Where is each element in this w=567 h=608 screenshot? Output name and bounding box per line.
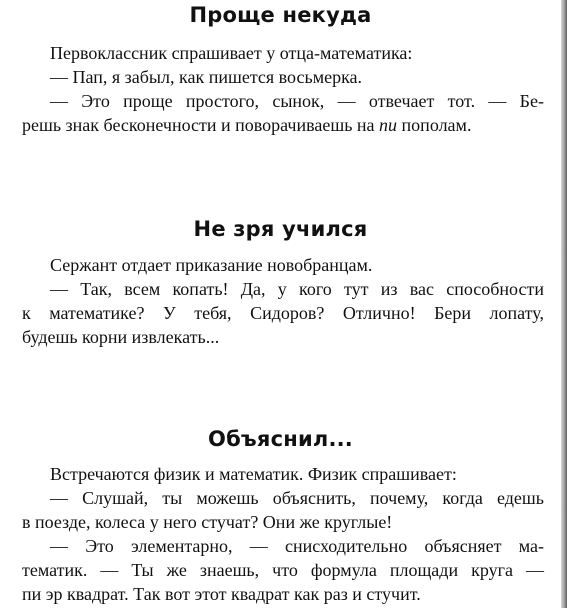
joke-3-line-3: в поезде, колеса у него стучат? Они же круглые! (22, 512, 393, 532)
joke-3-line-2: — Слушай, ты можешь объяснить, почему, когда едешь (50, 488, 544, 508)
joke-2-line-4: будешь корни извлекать... (22, 327, 220, 347)
joke-1-line-2: — Пап, я забыл, как пишется восьмерка. (50, 67, 363, 87)
joke-body-3 (22, 462, 544, 602)
joke-3-line-1: Встречаются физик и математик. Физик спрашивает: (50, 464, 457, 484)
joke-2-line-1: Сержант отдает приказание новобранцам. (50, 255, 373, 275)
joke-2-line-2: — Так, всем копать! Да, у кого тут из вас способности (50, 279, 544, 299)
joke-2-line-3: к математике? У тебя, Сидоров? Отлично! Бери лопату, (22, 303, 544, 323)
joke-3-line-6: пи эр квадрат. Так вот этот квадрат как раз и стучит. (22, 584, 421, 604)
joke-title-3: Объяснил... (208, 427, 353, 451)
joke-title-2: Не зря учился (193, 217, 368, 241)
joke-body-1 (22, 41, 544, 141)
joke-1-line-4 (22, 113, 544, 137)
joke-title-1: Проще некуда (189, 3, 372, 27)
page-edge-shadow (561, 0, 567, 608)
joke-3-line-5: тематик. — Ты же знаешь, что формула площади круга — (22, 560, 544, 580)
joke-3-line-4: — Это элементарно, — снисходительно объясняет ма- (50, 536, 544, 556)
joke-1-pi-italic: пи (379, 115, 398, 135)
joke-1-line-3: — Это проще простого, сынок, — отвечает тот. — Бе- (50, 91, 544, 111)
joke-1-line-1: Первоклассник спрашивает у отца-математика: (50, 43, 413, 63)
joke-1-line-4-start: решь знак бесконечности и поворачиваешь на (22, 115, 380, 135)
joke-body-2 (22, 253, 544, 353)
joke-1-line-4-end: пополам. (397, 115, 472, 135)
